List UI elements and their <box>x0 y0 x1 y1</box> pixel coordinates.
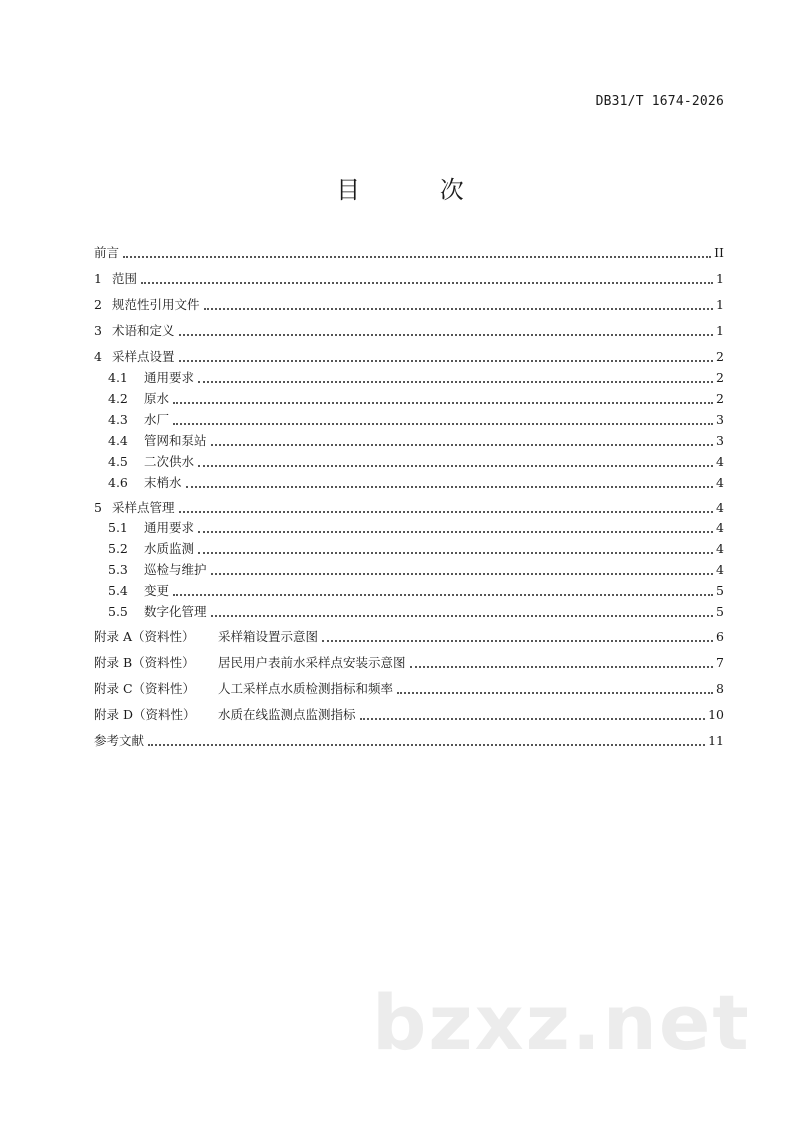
toc-entry-page: 2 <box>716 370 724 385</box>
toc-entry-page: 4 <box>716 562 724 577</box>
toc-entry-number: 5.2 <box>108 541 128 556</box>
toc-entry-page: 4 <box>716 541 724 556</box>
leader-dots <box>198 465 713 467</box>
leader-dots <box>198 531 713 533</box>
leader-dots <box>410 666 713 668</box>
toc-entry[interactable] <box>94 730 724 750</box>
toc-entry[interactable] <box>94 704 724 724</box>
leader-dots <box>173 594 713 596</box>
toc-entry[interactable] <box>108 430 724 450</box>
toc-entry-title: 二次供水 <box>144 454 195 469</box>
leader-dots <box>198 381 713 383</box>
toc-entry-page: 1 <box>716 323 724 338</box>
toc-entry[interactable] <box>108 517 724 537</box>
toc-entry-page: 1 <box>716 297 724 312</box>
toc-entry-number: 附录 B（资料性） <box>94 655 195 670</box>
leader-dots <box>322 640 713 642</box>
leader-dots <box>211 573 713 575</box>
toc-entry-page: 7 <box>716 655 724 670</box>
leader-dots <box>179 360 713 362</box>
toc-entry-page: 5 <box>716 604 724 619</box>
toc-entry-number: 5.3 <box>108 562 128 577</box>
toc-entry-page: II <box>714 245 724 260</box>
toc-entry-page: 3 <box>716 412 724 427</box>
leader-dots <box>360 718 706 720</box>
watermark: bzxz.net <box>372 978 751 1067</box>
leader-dots <box>123 256 711 258</box>
leader-dots <box>148 744 705 746</box>
toc-entry-title: 通用要求 <box>144 520 195 535</box>
toc-entry[interactable] <box>108 409 724 429</box>
toc-entry-number: 3 <box>94 323 102 338</box>
toc-entry-title: 采样点管理 <box>112 500 175 515</box>
toc-entry[interactable] <box>94 652 724 672</box>
toc-entry-title: 前言 <box>94 245 120 260</box>
toc-entry[interactable] <box>108 472 724 492</box>
leader-dots <box>186 486 713 488</box>
toc-entry-title: 采样箱设置示意图 <box>218 629 319 644</box>
leader-dots <box>173 423 713 425</box>
toc-entry-page: 2 <box>716 349 724 364</box>
toc-entry-title: 居民用户表前水采样点安装示意图 <box>218 655 406 670</box>
toc-entry-page: 4 <box>716 520 724 535</box>
toc-entry-page: 4 <box>716 475 724 490</box>
toc-entry-number: 5 <box>94 500 102 515</box>
toc-entry[interactable] <box>94 626 724 646</box>
toc-entry[interactable] <box>94 346 724 366</box>
toc-entry[interactable] <box>108 367 724 387</box>
toc-entry-title: 末梢水 <box>144 475 182 490</box>
toc-entry-number: 4.6 <box>108 475 128 490</box>
leader-dots <box>397 692 713 694</box>
toc-entry-number: 附录 D（资料性） <box>94 707 196 722</box>
leader-dots <box>141 282 713 284</box>
toc-entry-page: 1 <box>716 271 724 286</box>
toc-entry[interactable] <box>94 497 724 517</box>
toc-entry[interactable] <box>108 451 724 471</box>
leader-dots <box>179 511 713 513</box>
toc-entry[interactable] <box>94 294 724 314</box>
toc-entry-number: 4 <box>94 349 102 364</box>
toc-entry-title: 人工采样点水质检测指标和频率 <box>218 681 394 696</box>
toc-entry-title: 通用要求 <box>144 370 195 385</box>
toc-entry-title: 采样点设置 <box>112 349 175 364</box>
toc-title: 目 次 <box>336 176 500 204</box>
toc-entry[interactable] <box>94 678 724 698</box>
toc-entry-number: 4.1 <box>108 370 128 385</box>
toc-entry-number: 4.4 <box>108 433 128 448</box>
toc-entry[interactable] <box>108 388 724 408</box>
leader-dots <box>198 552 713 554</box>
toc-entry-title: 参考文献 <box>94 733 145 748</box>
toc-entry-title: 原水 <box>144 391 170 406</box>
toc-entry[interactable] <box>108 559 724 579</box>
toc-entry-title: 术语和定义 <box>112 323 175 338</box>
toc-entry-title: 范围 <box>112 271 138 286</box>
toc-entry-page: 11 <box>708 733 724 748</box>
toc-entry-title: 水厂 <box>144 412 170 427</box>
toc-entry-title: 管网和泵站 <box>144 433 207 448</box>
toc-entry-page: 4 <box>716 500 724 515</box>
toc-entry-page: 5 <box>716 583 724 598</box>
toc-entry-title: 数字化管理 <box>144 604 207 619</box>
toc-entry[interactable] <box>94 320 724 340</box>
leader-dots <box>173 402 713 404</box>
toc-entry-title: 巡检与维护 <box>144 562 207 577</box>
toc-entry-page: 2 <box>716 391 724 406</box>
toc-entry-number: 4.5 <box>108 454 128 469</box>
toc-entry[interactable] <box>108 538 724 558</box>
toc-entry[interactable] <box>108 580 724 600</box>
toc-entry[interactable] <box>94 268 724 288</box>
toc-entry-number: 1 <box>94 271 102 286</box>
leader-dots <box>211 615 713 617</box>
leader-dots <box>204 308 713 310</box>
toc-entry-page: 8 <box>716 681 724 696</box>
toc-entry-title: 规范性引用文件 <box>112 297 200 312</box>
document-code: DB31/T 1674-2026 <box>595 94 724 109</box>
toc-entry-title: 水质在线监测点监测指标 <box>218 707 356 722</box>
toc-entry-title: 水质监测 <box>144 541 195 556</box>
toc-entry[interactable] <box>108 601 724 621</box>
leader-dots <box>179 334 713 336</box>
toc-entry-page: 10 <box>708 707 724 722</box>
toc-entry-number: 附录 C（资料性） <box>94 681 196 696</box>
toc-entry-page: 4 <box>716 454 724 469</box>
toc-entry-number: 4.3 <box>108 412 128 427</box>
toc-entry-title: 变更 <box>144 583 170 598</box>
toc-entry-page: 3 <box>716 433 724 448</box>
toc-entry[interactable] <box>94 242 724 262</box>
toc-entry-number: 2 <box>94 297 102 312</box>
toc-entry-number: 5.4 <box>108 583 128 598</box>
toc-entry-number: 4.2 <box>108 391 128 406</box>
toc-entry-number: 5.1 <box>108 520 128 535</box>
leader-dots <box>211 444 713 446</box>
toc-entry-page: 6 <box>716 629 724 644</box>
toc-entry-number: 附录 A（资料性） <box>94 629 195 644</box>
toc-entry-number: 5.5 <box>108 604 128 619</box>
